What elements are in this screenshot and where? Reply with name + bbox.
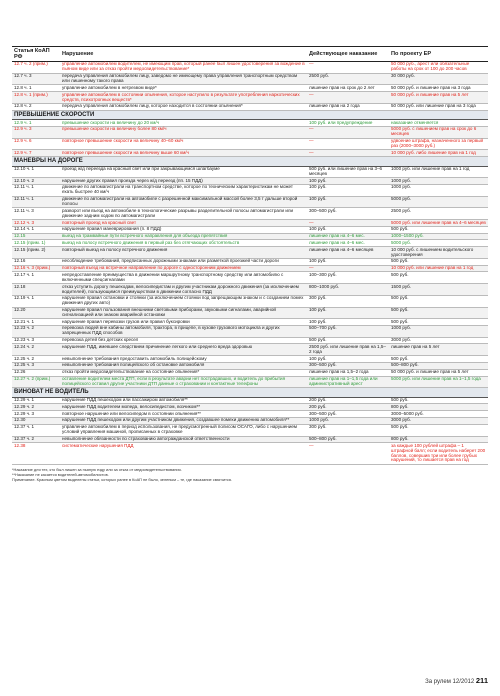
header-current-penalty: Действующее наказание	[307, 47, 389, 62]
cell-current-penalty: лишение прав на 4–6 мес.	[307, 233, 389, 240]
table-row	[12, 126, 488, 138]
cell-current-penalty: 300 руб.	[307, 295, 389, 307]
cell-current-penalty: —	[307, 220, 389, 227]
table-row	[12, 337, 488, 344]
cell-violation: повторный выезд на полосу встречного движения	[60, 247, 307, 259]
table-row	[12, 85, 488, 92]
cell-current-penalty: —	[307, 150, 389, 157]
header-proposed-penalty: По проекту ЕР	[389, 47, 488, 62]
cell-violation: повторное превышение скорости на величину 40–60 км/ч	[60, 138, 307, 150]
cell-proposed-penalty: 10 000 руб. с лишением водительского удостоверения	[389, 247, 488, 259]
cell-current-penalty: —	[307, 126, 389, 138]
cell-article: 12.9 ч. 1	[12, 120, 60, 127]
cell-current-penalty: 2500 руб.	[307, 73, 389, 85]
cell-proposed-penalty: 1500 руб.	[389, 284, 488, 296]
cell-proposed-penalty: 5000 руб. или лишение прав на 4–6 месяцев	[389, 220, 488, 227]
table-row	[12, 138, 488, 150]
cell-violation: выезд на трамвайные пути встречного направления для объезда препятствия	[60, 233, 307, 240]
cell-violation: несоблюдение требований, предписанных дорожными знаками или разметкой проезжей части дороги	[60, 258, 307, 265]
section-title: ВИНОВАТ НЕ ВОДИТЕЛЬ	[12, 388, 488, 398]
cell-current-penalty: 100 руб.	[307, 319, 389, 326]
cell-violation: отказ уступить дорогу пешеходам, велосипедистам и другим участникам дорожного движения (за исключением водителей), пользующимся преимуществом в движении согласно ПДД	[60, 284, 307, 296]
cell-violation: невыполнение требования предоставить автомобиль полицейскому	[60, 356, 307, 363]
table-row	[12, 92, 488, 104]
cell-current-penalty: 500–800 руб.	[307, 436, 389, 443]
table-row	[12, 265, 488, 272]
cell-article: 12.8 ч. 1	[12, 85, 60, 92]
table-row	[12, 208, 488, 220]
cell-proposed-penalty: 500 руб.	[389, 307, 488, 319]
cell-proposed-penalty: 2500 руб.	[389, 208, 488, 220]
cell-current-penalty: 300 руб.	[307, 424, 389, 436]
cell-current-penalty: 100 руб.	[307, 196, 389, 208]
cell-current-penalty: лишение прав на 1–1,5 года или административный арест	[307, 376, 389, 388]
cell-current-penalty: 500 руб. или лишение прав на 3–6 месяцев	[307, 166, 389, 178]
cell-article: 12.37 ч. 1	[12, 424, 60, 436]
cell-proposed-penalty: 5000 руб. или лишение прав на 1–1,5 года	[389, 376, 488, 388]
cell-proposed-penalty: 5000 руб.	[389, 196, 488, 208]
page-number: 211	[475, 676, 488, 685]
section-title: МАНЕВРЫ НА ДОРОГЕ	[12, 157, 488, 167]
cell-article: 12.11 ч. 1	[12, 196, 60, 208]
cell-violation: передача управления автомобилем лицу, заведомо не имеющему права управления транспортным средством или лишенному такого права	[60, 73, 307, 85]
table-row	[12, 424, 488, 436]
cell-article: 12.12 ч. 3	[12, 220, 60, 227]
cell-violation: нарушение ПДД, имевшее следствием причинение легкого или среднего вреда здоровью	[60, 344, 307, 356]
cell-current-penalty: лишение прав на 1,5–2 года	[307, 369, 389, 376]
cell-article: 12.16	[12, 258, 60, 265]
cell-article: 12.26	[12, 369, 60, 376]
cell-current-penalty: 500 руб.	[307, 337, 389, 344]
table-row	[12, 397, 488, 404]
table-row	[12, 404, 488, 411]
cell-article: 12.16 ч. 3 (прим.)	[12, 265, 60, 272]
cell-proposed-penalty: 800 руб.	[389, 404, 488, 411]
cell-proposed-penalty: 800 руб.	[389, 436, 488, 443]
cell-violation: повторный проезд на красный свет	[60, 220, 307, 227]
cell-article: 12.30	[12, 418, 60, 425]
cell-proposed-penalty: 500 руб.	[389, 272, 488, 284]
table-row	[12, 166, 488, 178]
cell-proposed-penalty: 3000 руб.	[389, 337, 488, 344]
cell-article: 12.10 ч. 2	[12, 178, 60, 185]
cell-violation: нарушение ПДД пешеходом или другим участником движения, создавшее помехи движению автомобиля**	[60, 418, 307, 425]
table-row	[12, 103, 488, 110]
cell-proposed-penalty: за каждые 100 рублей штрафа – 1 штрафной балл; если водитель наберет 200 баллов, совершив три или более грубых нарушений, то лишается прав на год	[389, 443, 488, 465]
cell-article: 12.9 ч. 6	[12, 138, 60, 150]
cell-proposed-penalty: 500 руб.	[389, 397, 488, 404]
cell-article: 12.29 ч. 1	[12, 397, 60, 404]
cell-current-penalty: 100 руб.	[307, 226, 389, 233]
table-row	[12, 150, 488, 157]
cell-violation: повторное нарушение или велосипедом в состоянии опьянения**	[60, 411, 307, 418]
cell-violation: проезд ж/д переезда на красный свет или при закрывающемся шлагбауме	[60, 166, 307, 178]
cell-proposed-penalty: 1000 руб.	[389, 178, 488, 185]
cell-current-penalty: 100 руб.	[307, 356, 389, 363]
cell-violation: повторный въезд на встречное направление по дороге с односторонним движением	[60, 265, 307, 272]
cell-violation: невыполнение обязанности по страхованию автогражданской ответственности	[60, 436, 307, 443]
table-row	[12, 62, 488, 74]
cell-article: 12.15 (прим. 2)	[12, 247, 60, 259]
cell-violation: невыполнение требования полицейского об остановке автомобиля	[60, 362, 307, 369]
cell-proposed-penalty: лишение прав на 5 лет	[389, 344, 488, 356]
footnotes	[12, 467, 488, 483]
cell-violation: управление автомобилем в нетрезвом виде*	[60, 85, 307, 92]
magazine-issue: За рулем 12/2012	[425, 679, 475, 685]
cell-current-penalty: —	[307, 62, 389, 74]
cell-article: 12.20	[12, 307, 60, 319]
cell-violation: превышение скорости на величину более 80 км/ч	[60, 126, 307, 138]
cell-article: 12.29 ч. 2	[12, 404, 60, 411]
table-row	[12, 196, 488, 208]
cell-violation: превышение скорости на величину до 20 км/ч	[60, 120, 307, 127]
table-row	[12, 284, 488, 296]
cell-proposed-penalty: 10 000 руб. или лишение прав на 1 год	[389, 265, 488, 272]
cell-current-penalty: лишение прав на срок до 2 лет	[307, 85, 389, 92]
cell-violation: перевозка детей без детских кресел	[60, 337, 307, 344]
header-article: Статья КоАП РФ	[12, 47, 60, 62]
cell-violation: повторное превышение скорости на величину выше 60 км/ч	[60, 150, 307, 157]
cell-article: 12.8 ч. 1 (прим.)	[12, 92, 60, 104]
cell-article: 12.11 ч. 1	[12, 185, 60, 197]
cell-current-penalty: 100 руб. или предупреждение	[307, 120, 389, 127]
section-header	[12, 388, 488, 398]
cell-proposed-penalty: 1000 руб.	[389, 326, 488, 338]
cell-article: 12.38	[12, 443, 60, 465]
cell-violation: нарушение правил перевозки грузов или правил буксировки	[60, 319, 307, 326]
cell-current-penalty: лишение прав на 4–6 мес.	[307, 240, 389, 247]
cell-article: 12.9 ч. 3	[12, 126, 60, 138]
cell-current-penalty: 100–300 руб.	[307, 272, 389, 284]
cell-violation: управление автомобилем в период использования, не предусмотренный полисом ОСАГО, либо с нарушением условий управления машиной, прописанных в страховке	[60, 424, 307, 436]
cell-proposed-penalty: 500 руб.	[389, 295, 488, 307]
cell-proposed-penalty: 500 руб.	[389, 424, 488, 436]
cell-proposed-penalty: 1000 руб. или лишение прав на 1 год	[389, 166, 488, 178]
cell-article: 12.8 ч. 2	[12, 103, 60, 110]
cell-proposed-penalty: 500 руб.	[389, 319, 488, 326]
cell-violation: отказ пройти медосвидетельствование на состояние опьянения*	[60, 369, 307, 376]
cell-violation: передача управления автомобилем лицу, которое находится в состоянии опьянения*	[60, 103, 307, 110]
cell-proposed-penalty: наказание отменяется	[389, 120, 488, 127]
footnote-2: **Наказание не касается водителей-автомобилистов.	[12, 471, 109, 477]
cell-current-penalty: лишение прав на 2 года	[307, 103, 389, 110]
section-header	[12, 157, 488, 167]
cell-current-penalty: 100 руб.	[307, 307, 389, 319]
section-title: ПРЕВЫШЕНИЕ СКОРОСТИ	[12, 110, 488, 120]
cell-article: 12.18	[12, 284, 60, 296]
cell-proposed-penalty: 5000 руб.	[389, 240, 488, 247]
cell-current-penalty: 300–500 руб.	[307, 362, 389, 369]
cell-current-penalty: 200 руб.	[307, 404, 389, 411]
table-body	[12, 62, 488, 465]
cell-article: 12.7 ч. 3	[12, 73, 60, 85]
cell-proposed-penalty: 50 000 руб., арест или обязательные работы на срок от 100 до 200 часов	[389, 62, 488, 74]
cell-proposed-penalty: 500 руб.	[389, 226, 488, 233]
cell-current-penalty: 300–500 руб.	[307, 411, 389, 418]
cell-current-penalty: 2500 руб. или лишение прав на 1,5–2 года	[307, 344, 389, 356]
header-violation: Нарушение	[60, 47, 307, 62]
cell-proposed-penalty: 30 000 руб.	[389, 73, 488, 85]
cell-current-penalty: лишение прав на 4–6 месяцев	[307, 247, 389, 259]
cell-violation: оставление водителем места ДТП, если в результате аварии нет пострадавших, и водитель до прибытия полицейского оставил другие участники ДТП данные о страховании и контактные телефоны	[60, 376, 307, 388]
page	[12, 46, 488, 685]
cell-violation: движение по автомагистрали на транспортном средстве, которое по техническим характеристикам не может ехать быстрее 40 км/ч	[60, 185, 307, 197]
cell-article: 12.17 ч. 1	[12, 272, 60, 284]
cell-proposed-penalty: 1000–1500 руб.	[389, 233, 488, 240]
cell-article: 12.15 (прим. 1)	[12, 240, 60, 247]
cell-current-penalty: —	[307, 443, 389, 465]
footnote-note: Примечание. Красным цветом выделены статьи, которых ранее в КоАП не было, зеленым – те, где наказание смягчится.	[12, 477, 232, 483]
cell-article: 12.9 ч. 7	[12, 150, 60, 157]
cell-violation: управление автомобилем в состоянии опьянения, которое наступило в результате употребления наркотических средств, психотропных веществ*	[60, 92, 307, 104]
cell-article: 12.11 ч. 3	[12, 208, 60, 220]
cell-article: 12.23 ч. 3	[12, 337, 60, 344]
cell-violation: управление автомобилем водителем, не имеющим прав, который ранее был лишен удостоверения за вождение в пьяном виде или за отказ пройти медосвидетельствование*	[60, 62, 307, 74]
cell-current-penalty: —	[307, 138, 389, 150]
page-folio	[425, 676, 488, 685]
cell-current-penalty: 500–700 руб.	[307, 326, 389, 338]
cell-proposed-penalty: 50 000 руб. и лишение прав на 5 лет	[389, 369, 488, 376]
cell-article: 12.19 ч. 1	[12, 295, 60, 307]
cell-violation: нарушение других правил проезда через ж/д переезд (пп. 15 ПДД)	[60, 178, 307, 185]
cell-proposed-penalty: 5000 руб. с лишением прав на срок до 6 месяцев	[389, 126, 488, 138]
cell-current-penalty: 800–1000 руб.	[307, 284, 389, 296]
section-header	[12, 110, 488, 120]
cell-violation: нарушение ПДД пешеходом или пассажиром автомобиля**	[60, 397, 307, 404]
cell-proposed-penalty: 10 000 руб. либо лишение прав на 1 год	[389, 150, 488, 157]
table-row	[12, 240, 488, 247]
cell-proposed-penalty: 500–800 руб.	[389, 362, 488, 369]
cell-proposed-penalty: 3000 руб.	[389, 418, 488, 425]
cell-proposed-penalty: удвоение штрафа, назначенного за первый раз (2000–3000 руб.)	[389, 138, 488, 150]
cell-proposed-penalty: 50 000 руб. и лишение прав на 5 лет	[389, 92, 488, 104]
cell-article: 12.10 ч. 1	[12, 166, 60, 178]
cell-article: 12.27 ч. 2 (прим.)	[12, 376, 60, 388]
table-row	[12, 247, 488, 259]
cell-article: 12.24 ч. 2	[12, 344, 60, 356]
cell-violation: разворот или въезд на автомобиле в технологические разрывы разделительной полосы автомагистрали или движение задним ходом по автомагистрали	[60, 208, 307, 220]
footnote-1: *Наказание для тех, кто был лишен за пьяную езду или за отказ от медосвидетельствования.	[12, 466, 182, 472]
table-row	[12, 233, 488, 240]
table-row	[12, 295, 488, 307]
table-header	[12, 47, 488, 62]
cell-article: 12.7 ч. 2 (прим.)	[12, 62, 60, 74]
table-row	[12, 369, 488, 376]
cell-proposed-penalty: 500 руб.	[389, 258, 488, 265]
cell-violation: непредоставление преимущества в движении маршрутному транспортному средству или автомобилю с включенными спецсигналами	[60, 272, 307, 284]
cell-violation: нарушение правил пользования внешними световыми приборами, звуковыми сигналами, аварийной сигнализацией или знаком аварийной остановки	[60, 307, 307, 319]
cell-proposed-penalty: 50 000 руб. или лишение прав на 3 года	[389, 103, 488, 110]
cell-current-penalty: 200 руб.	[307, 397, 389, 404]
cell-article: 12.25 ч. 2	[12, 356, 60, 363]
table-row	[12, 185, 488, 197]
table-row	[12, 344, 488, 356]
cell-article: 12.23 ч. 2	[12, 326, 60, 338]
cell-current-penalty: —	[307, 265, 389, 272]
table-row	[12, 73, 488, 85]
cell-current-penalty: 300–500 руб.	[307, 208, 389, 220]
table-row	[12, 376, 488, 388]
table-row	[12, 443, 488, 465]
cell-violation: нарушение ПДД водителем мопеда, велосипедистом, возчиком**	[60, 404, 307, 411]
cell-article: 12.29 ч. 3	[12, 411, 60, 418]
fines-table	[12, 46, 488, 465]
cell-violation: нарушение правил маневрирования (п. 8 ПДД)	[60, 226, 307, 233]
cell-current-penalty: 100 руб.	[307, 178, 389, 185]
cell-article: 12.15	[12, 233, 60, 240]
table-row	[12, 326, 488, 338]
cell-article: 12.21 ч. 1	[12, 319, 60, 326]
table-row	[12, 436, 488, 443]
cell-article: 12.14 ч. 1	[12, 226, 60, 233]
table-row	[12, 272, 488, 284]
cell-violation: перевозка людей вне кабины автомобиля, трактора, в прицепе, в кузове грузового мотоцикла и других запрещенных ПДД способов	[60, 326, 307, 338]
cell-proposed-penalty: 1000 руб.	[389, 185, 488, 197]
cell-proposed-penalty: 500 руб.	[389, 356, 488, 363]
cell-violation: выезд на полосу встречного движения в первый раз без отягчающих обстоятельств	[60, 240, 307, 247]
cell-violation: движение по автомагистрали на автомобиле с разрешенной максимальной массой более 3,5 т дальше второй полосы	[60, 196, 307, 208]
cell-article: 12.37 ч. 2	[12, 436, 60, 443]
cell-proposed-penalty: 3000–5000 руб.	[389, 411, 488, 418]
cell-current-penalty: 100 руб.	[307, 258, 389, 265]
cell-current-penalty: —	[307, 92, 389, 104]
cell-violation: систематические нарушения ПДД	[60, 443, 307, 465]
cell-current-penalty: 1000 руб.	[307, 418, 389, 425]
cell-article: 12.25 ч. 3	[12, 362, 60, 369]
table-row	[12, 307, 488, 319]
cell-proposed-penalty: 50 000 руб. и лишение прав на 3 года	[389, 85, 488, 92]
cell-violation: нарушение правил остановки и стоянки (за исключением стоянки под запрещающим знаком и с созданием помех движения других авто)	[60, 295, 307, 307]
cell-current-penalty: 100 руб.	[307, 185, 389, 197]
